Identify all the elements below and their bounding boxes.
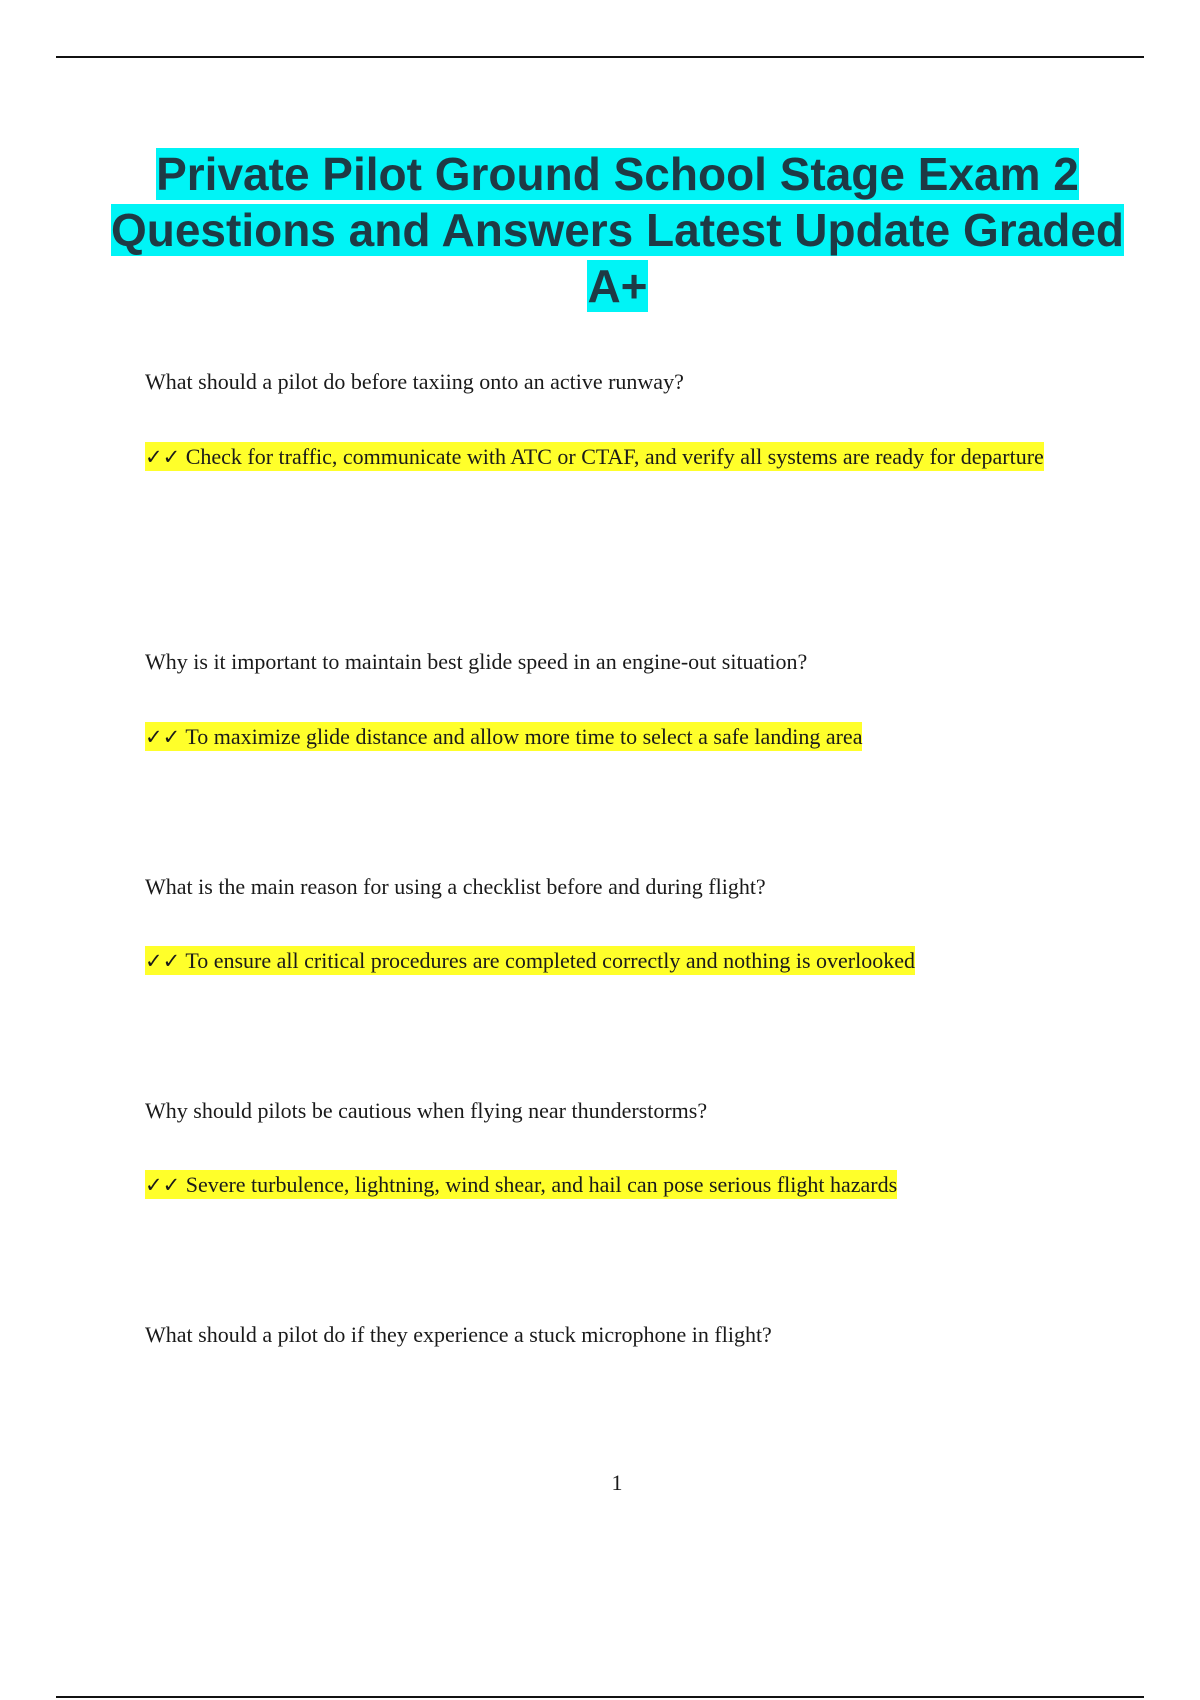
page-number: 1 [611, 1470, 623, 1495]
check-mark-icon: ✓✓ [145, 445, 181, 469]
answer-2 [145, 706, 1065, 768]
check-mark-icon: ✓✓ [145, 949, 181, 973]
question-4: Why should pilots be cautious when flying near thunderstorms? [145, 1098, 708, 1123]
answer-1 [145, 426, 1065, 488]
answer-text: To maximize glide distance and allow more time to select a safe landing area [185, 724, 863, 749]
answer-4 [145, 1154, 1065, 1216]
check-mark-icon: ✓✓ [145, 1173, 181, 1197]
answer-text: To ensure all critical procedures are completed correctly and nothing is overlooked [185, 948, 915, 973]
check-mark-icon: ✓✓ [145, 725, 181, 749]
question-5: What should a pilot do if they experience a stuck microphone in flight? [145, 1322, 772, 1347]
question-2: Why is it important to maintain best glide speed in an engine-out situation? [145, 649, 808, 674]
header-rule [56, 56, 1144, 58]
answer-text: Severe turbulence, lightning, wind shear, and hail can pose serious flight hazards [185, 1172, 898, 1197]
answer-3 [145, 930, 1065, 992]
answer-text: Check for traffic, communicate with ATC or CTAF, and verify all systems are ready for departure [185, 444, 1044, 469]
question-1: What should a pilot do before taxiing onto an active runway? [145, 369, 684, 394]
question-3: What is the main reason for using a checklist before and during flight? [145, 874, 766, 899]
footer-rule [56, 1696, 1144, 1698]
document-title: Private Pilot Ground School Stage Exam 2 Questions and Answers Latest Update Graded A+ [110, 148, 1125, 312]
